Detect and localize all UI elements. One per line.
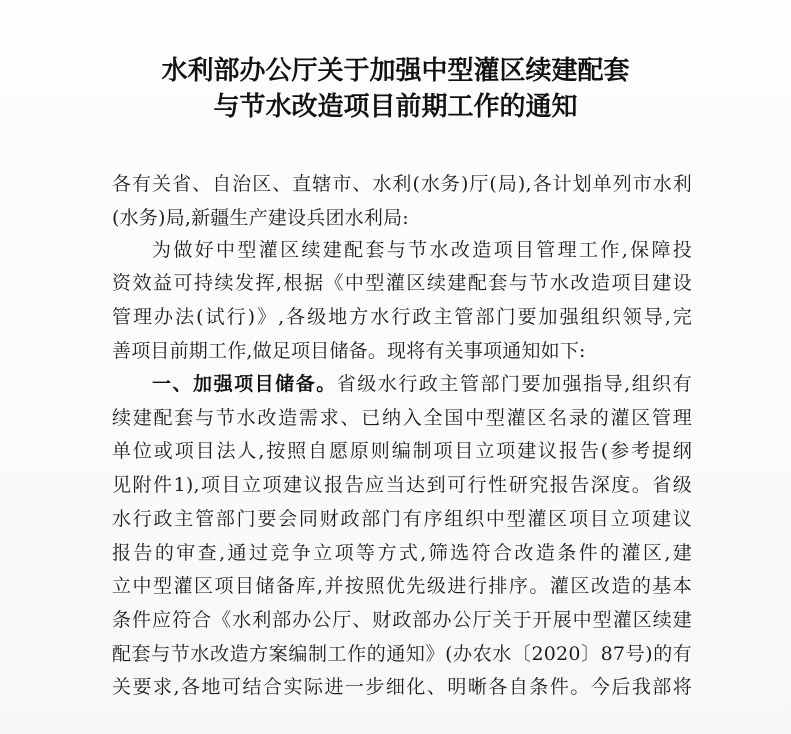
- section-1-line-8: 条件应符合《水利部办公厅、财政部办公厅关于开展中型灌区续建: [112, 609, 692, 631]
- section-1-line-9: 配套与节水改造方案编制工作的通知》(办农水〔2020〕87号)的有: [112, 643, 692, 665]
- intro-line-3: 管理办法(试行)》,各级地方水行政主管部门要加强组织领导,完: [112, 306, 692, 328]
- section-1-line-4: 见附件1),项目立项建议报告应当达到可行性研究报告深度。省级: [112, 474, 692, 496]
- intro-line-4: 善项目前期工作,做足项目储备。现将有关事项通知如下:: [112, 340, 586, 362]
- section-1-line-7: 立中型灌区项目储备库,并按照优先级进行排序。灌区改造的基本: [112, 575, 692, 597]
- section-1-line-6: 报告的审查,通过竞争立项等方式,筛选符合改造条件的灌区,建: [112, 542, 692, 564]
- section-1-line-10: 关要求,各地可结合实际进一步细化、明晰各自条件。今后我部将: [112, 676, 692, 698]
- section-1-line-5: 水行政主管部门要会同财政部门有序组织中型灌区项目立项建议: [112, 508, 692, 530]
- document-title-line-1: 水利部办公厅关于加强中型灌区续建配套: [161, 56, 630, 86]
- intro-line-1: 为做好中型灌区续建配套与节水改造项目管理工作,保障投: [152, 239, 692, 261]
- salutation-line-2: (水务)局,新疆生产建设兵团水利局:: [112, 207, 409, 229]
- section-1-heading: 一、加强项目储备。: [152, 373, 337, 395]
- intro-line-2: 资效益可持续发挥,根据《中型灌区续建配套与节水改造项目建设: [112, 272, 692, 294]
- section-1-line-3: 单位或项目法人,按照自愿原则编制项目立项建议报告(参考提纲: [112, 440, 692, 462]
- salutation-line-1: 各有关省、自治区、直辖市、水利(水务)厅(局),各计划单列市水利: [112, 173, 692, 195]
- section-1-first-line-text: 省级水行政主管部门要加强指导,组织有: [336, 373, 692, 395]
- document-title-line-2: 与节水改造项目前期工作的通知: [213, 92, 578, 122]
- section-1-line-2: 续建配套与节水改造需求、已纳入全国中型灌区名录的灌区管理: [112, 407, 692, 429]
- section-1-first-line: [152, 371, 692, 398]
